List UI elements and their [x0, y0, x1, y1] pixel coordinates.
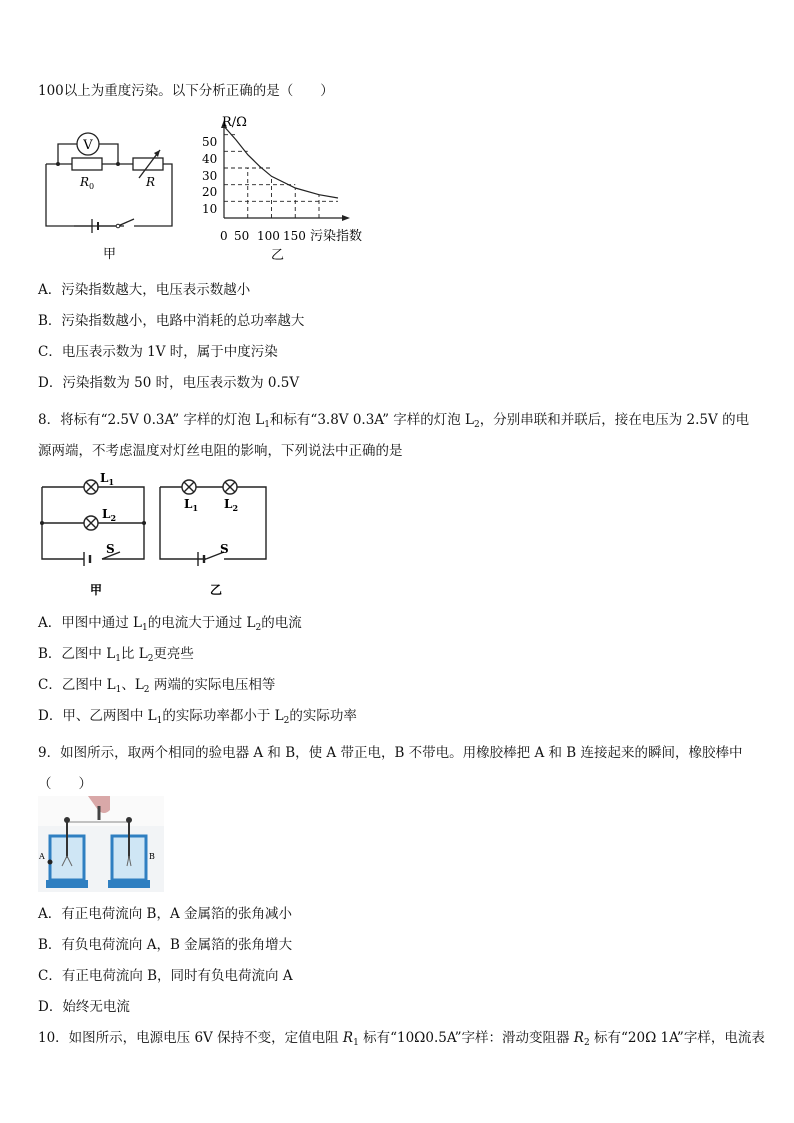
q9-option-c: C．有正电荷流向 B，同时有负电荷流向 A: [38, 968, 293, 984]
x-tick-50: 50: [234, 229, 250, 243]
fig-jia-caption: 甲: [103, 247, 117, 262]
q8-option-b: B．乙图中 $L_1$比 $L_2$更亮些: [38, 646, 194, 664]
q7-intro: 100以上为重度污染。以下分析正确的是（ ）: [38, 83, 334, 99]
voltmeter-label: V: [83, 138, 93, 153]
label-a: A: [39, 852, 45, 861]
q8-jia-switch: S: [106, 542, 115, 556]
q8-yi-l2: $L_2$: [224, 497, 239, 513]
q8-jia-l2: $L_2$: [102, 507, 117, 523]
q8-option-c: C．乙图中 $L_1$、$L_2$ 两端的实际电压相等: [38, 677, 276, 695]
q9-stem: 9．如图所示，取两个相同的验电器 A 和 B，使 A 带正电，B 不带电。用橡胶棒把 A 和 B 连接起来的瞬间，橡胶棒中（ ）: [38, 745, 743, 792]
q7-option-a: A．污染指数越大，电压表示数越小: [38, 282, 251, 298]
x-tick-150: 150: [283, 229, 306, 243]
q8-option-d: D．甲、乙两图中 $L_1$的实际功率都小于 $L_2$的实际功率: [38, 708, 357, 726]
q8-cap-jia: 甲: [90, 583, 103, 597]
y-tick-30: 30: [202, 169, 218, 183]
q9-option-d: D．始终无电流: [38, 999, 130, 1015]
q9-electroscope-photo: [38, 796, 164, 892]
q8-jia-l1: $L_1$: [100, 471, 115, 487]
q10-stem: 10．如图所示，电源电压 6V 保持不变，定值电阻 $R_1$ 标有“10Ω0.5A”字样：滑动变阻器 $R_2$ 标有“20Ω 1A”字样，电流表: [38, 1030, 765, 1048]
q8-yi-l1: $L_1$: [184, 497, 199, 513]
y-tick-10: 10: [202, 202, 218, 216]
q7-option-c: C．电压表示数为 1V 时，属于中度污染: [38, 344, 278, 360]
q8-circuits: [38, 470, 274, 604]
q7-option-d: D．污染指数为 50 时，电压表示数为 0.5V: [38, 375, 300, 391]
x-tick-0: 0: [220, 229, 228, 243]
q7-option-b: B．污染指数越小，电路中消耗的总功率越大: [38, 313, 305, 329]
y-tick-40: 40: [202, 152, 218, 166]
q9-option-a: A．有正电荷流向 B，A 金属箔的张角减小: [38, 906, 293, 922]
r-label: R: [146, 175, 156, 189]
q8-yi-switch: S: [220, 542, 229, 556]
r0-sub: 0: [89, 182, 95, 191]
fig-yi-caption: 乙: [271, 248, 285, 263]
label-b: B: [149, 852, 155, 861]
q7-fig-yi-chart: [196, 110, 386, 266]
r-curve: [224, 126, 338, 198]
q9-option-b: B．有负电荷流向 A，B 金属箔的张角增大: [38, 937, 293, 953]
y-axis-label: R/Ω: [222, 115, 247, 130]
x-tick-100: 100: [257, 229, 280, 243]
q8-cap-yi: 乙: [210, 583, 223, 597]
x-axis-label: 污染指数: [310, 229, 363, 244]
y-tick-20: 20: [202, 185, 218, 199]
q8-stem: 8．将标有“2.5V 0.3A” 字样的灯泡 $L_1$和标有“3.8V 0.3A” 字样的灯泡 $L_2$，分别串联和并联后，接在电压为 2.5V 的电源两端，不考虑温度对灯丝电阻的影响，下列说法中正确的是: [38, 412, 750, 459]
q7-fig-jia-circuit: [38, 120, 188, 262]
y-tick-50: 50: [202, 135, 218, 149]
r0-label: R: [80, 175, 90, 189]
q8-option-a: A．甲图中通过 $L_1$的电流大于通过 $L_2$的电流: [38, 615, 302, 633]
